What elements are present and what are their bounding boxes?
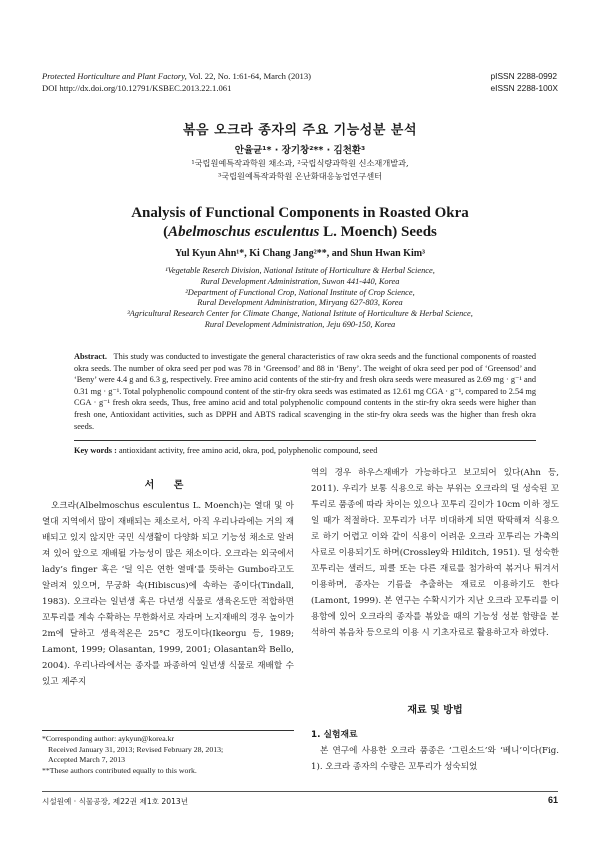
equal-contribution-note: **These authors contributed equally to this work. [42,765,197,775]
received-date: Received January 31, 2013; Revised February 28, 2013; [48,744,224,754]
page-footer [42,791,558,807]
english-affiliation-line: Rural Development Administration, Jeju 690-150, Korea [204,319,396,329]
abstract-label: Abstract. [74,352,107,361]
english-affiliation-line: Rural Development Administration, Suwon 441-440, Korea [200,276,400,286]
korean-affiliation-line: ³국립원예특작과학원 온난화대응농업연구센터 [217,170,383,181]
english-affiliation-line: ³Agricultural Research Center for Climate Change, National Istitute of Horticulture & Herbal Science, [127,309,473,319]
page-number: 61 [547,795,558,805]
keywords-label: Key words : [74,446,117,455]
english-affiliation-line: ²Department of Functional Crop, National Institute of Crop Science, [185,287,415,297]
footer-journal: 시설원예 · 식물공장, 제22권 제1호 2013년 [42,797,189,806]
footnotes [42,730,294,776]
english-title-line2: (Abelmoschus esculentus L. Moench) Seeds [163,224,437,240]
korean-authors: 안율균¹* · 장기창²** · 김천환³ [234,145,366,156]
korean-title: 볶음 오크라 종자의 주요 기능성분 분석 [182,123,418,138]
english-authors: Yul Kyun Ahn¹*, Ki Chang Jang²**, and Shun Hwan Kim³ [174,248,426,259]
methods-heading: 재료 및 방법 [407,705,463,716]
accepted-date: Accepted March 7, 2013 [48,755,126,765]
abstract-text: This study was conducted to investigate the general characteristics of raw okra seeds and the functional components of roasted okra seeds. The number of okra seed per pod was 78 in ‘Greensod’ and 88 in ‘Beny’. The weight of okra seed per pod of ‘Greensod’ and ‘Beny’ were 4.4 g and 6.3 g, respectively. Free amino acid contents of the stir-fry and fresh okra seeds were measured as 2.69 mg · g⁻¹ and 0.31 mg · g⁻¹. Total polyphenolic compound content of the stir-fry okra seeds was estimated as 12.61 mg CGA · g⁻¹, compared to 2.54 mg CGA · g⁻¹ fresh okra seeds, Thus, free amino acid and total polyphenolic compound contents in the stir-fry okra seeds were higher than fresh one, Antioxidant activities, such as DPPH and ABTS radical scavenging in the stir-fry okra seeds was the higher than fresh okra seeds. [74,352,536,431]
volume-info: Vol. 22, No. 1:61-64, March (2013) [188,71,312,81]
journal-name: Protected Horticulture and Plant Factory, [42,71,187,81]
keywords-text: antioxidant activity, free amino acid, okra, pod, polyphenolic compound, seed [118,446,378,455]
species-name: Abelmoschus esculentus [168,224,320,240]
english-affiliations [0,266,600,331]
doi: DOI http://dx.doi.org/10.12791/KSBEC.2013.22.1.061 [42,83,232,93]
pissn: pISSN 2288-0992 [490,71,558,81]
korean-affiliations [0,157,600,182]
methods-subsection: 1. 실험재료 [311,730,358,740]
right-column [311,465,559,775]
english-affiliation-line: Rural Development Administration, Miryang 627-803, Korea [197,298,403,308]
corresponding-author: *Corresponding author: aykyun@korea.kr [42,734,175,743]
english-affiliation-line: ¹Vegetable Reserch Division, National Istitute of Horticulture & Herbal Science, [165,266,435,275]
intro-column [42,478,294,738]
intro-paragraph-continued: 역의 경우 하우스재배가 가능하다고 보고되어 있다(Ahn 등, 2011). 우리가 보통 식용으로 하는 부위는 오크라의 덜 성숙된 꼬투리로 품종에 따라 차이는 있으나 꼬투리 길이가 10cm 이하 정도일 때가 적절하다. 꼬투리가 너무 비대하게 되면 딱딱해져 식용으로 하기 어렵고 이와 같이 식용이 어려운 오크라 꼬투리는 가축의 사료로 이용되기도 하며(Crossley와 Hilditch, 1951). 덜 성숙한 꼬투리는 샐러드, 피클 또는 다른 재료를 첨가하여 볶거나 튀겨서 이용하며, 종자는 기름을 추출하는 재료로 이용하기도 한다(Lamont, 1999). 본 연구는 수확시기가 지난 오크라 꼬투리를 이용함에 있어 오크라의 종자를 볶았을 때의 기능성 성분 함량을 분석하여 볶음차 등으로의 이용 시 기초자료로 활용하고자 하였다. [311,468,559,638]
issn-block [490,70,558,94]
journal-header [42,70,558,96]
keywords [74,440,536,456]
journal-citation [42,70,311,94]
intro-heading: 서 론 [144,480,192,491]
korean-affiliation-line: ¹국립원예특작과학원 채소과, ²국립식량과학원 신소재개발과, [191,158,409,168]
english-title-line1: Analysis of Functional Components in Roasted Okra [131,205,469,221]
english-title [0,204,600,242]
intro-paragraph: 오크라(Albelmoschus esculentus L. Moench)는 열대 및 아열대 지역에서 많이 재배되는 채소로서, 아직 우리나라에는 거의 재배되고 있지 않지만 국민 식생활이 다양화 되고 기능성 채소로 알려져 있어 앞으로 재배될 가능성이 많은 채소이다. 오크라는 외국에서 lady’s finger 혹은 ‘덜 익은 연한 열매’를 뜻하는 Gumbo라고도 알려져 있으며, 무궁화 속(Hibiscus)에 속하는 종이다(Tindall, 1983). 오크라는 일년생 혹은 다년생 식물로 생육온도만 적합하면 꼬투리를 계속 수확하는 무한화서로 자라며 노지재배의 경우 높이가 2m에 달하고 생육적온은 25°C 정도이다(Ikeorgu 등, 1989; Lamont, 1999; Olasantan, 1999, 2001; Olasantan와 Bello, 2004). 우리나라에서는 종자를 파종하여 일년생 식물로 재배할 수 있고 제주지 [42,501,294,687]
eissn: eISSN 2288-100X [490,83,558,93]
methods-paragraph: 본 연구에 사용한 오크라 품종은 ‘그린소드’와 ‘베니’이다(Fig. 1). 오크라 종자의 수량은 꼬투리가 성숙되었 [311,746,559,772]
abstract [74,351,536,432]
